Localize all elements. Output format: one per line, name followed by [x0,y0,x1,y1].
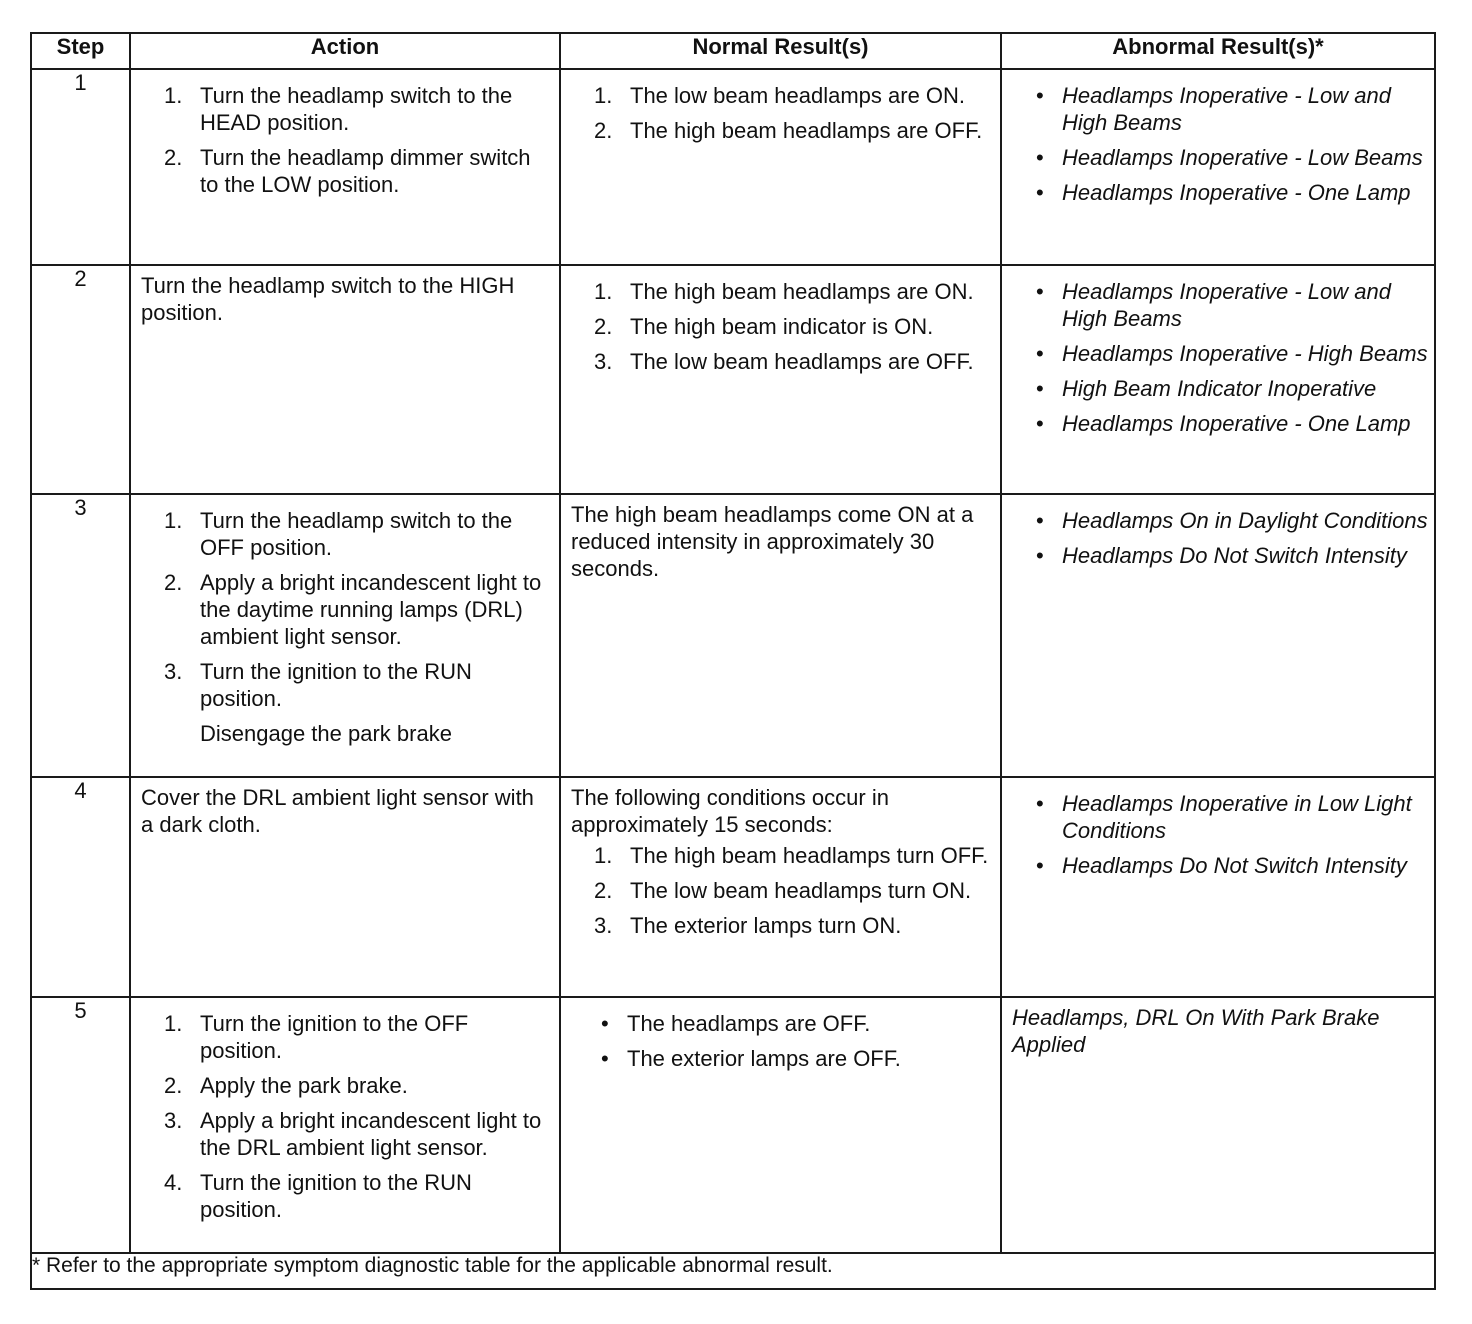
abnormal-result-cell [1001,777,1435,997]
abnormal-result-text: Headlamps, DRL On With Park Brake Applied [1012,1005,1380,1057]
list-item: 1. Turn the headlamp switch to the OFF position. [164,508,513,560]
table-row [31,997,1435,1253]
header-row [31,33,1435,69]
list-item: 2. Apply a bright incandescent light to the daytime running lamps (DRL) ambient light sensor. [164,570,542,649]
list-item: 1. Turn the headlamp switch to the HEAD position. [164,83,513,135]
action-cell [130,997,560,1253]
action-cell [130,69,560,265]
list-item: 4. Turn the ignition to the RUN position. [164,1170,472,1222]
list-item: • High Beam Indicator Inoperative [1036,376,1377,401]
step-number: 5 [31,997,130,1253]
normal-result-list [561,70,1000,156]
list-item: • Headlamps Inoperative - One Lamp [1036,180,1411,205]
list-item: 1. Turn the ignition to the OFF position. [164,1011,469,1063]
list-item: 2. Turn the headlamp dimmer switch to the LOW position. [164,145,531,197]
action-list [131,998,559,1235]
header-abnormal-results: Abnormal Result(s)* [1001,33,1435,69]
normal-result-cell [560,494,1001,777]
list-item: 2. The low beam headlamps turn ON. [594,878,972,903]
bullet-icon: • [1036,279,1044,304]
list-item: 2. The high beam headlamps are OFF. [594,118,983,143]
footnote-row [31,1253,1435,1289]
table-row [31,494,1435,777]
action-list [131,495,559,759]
list-item: • Headlamps Inoperative - Low and High Beams [1036,279,1391,331]
list-item: 1. The high beam headlamps are ON. [594,279,974,304]
normal-result-cell [560,777,1001,997]
list-item: • Headlamps Do Not Switch Intensity [1036,853,1407,878]
list-item: 1. The high beam headlamps turn OFF. [594,843,989,868]
list-item: 1. The low beam headlamps are ON. [594,83,966,108]
action-cell [130,265,560,494]
bullet-icon: • [1036,853,1044,878]
list-item: 3. The low beam headlamps are OFF. [594,349,974,374]
normal-result-list [561,266,1000,387]
header-normal-results: Normal Result(s) [560,33,1001,69]
diagnostic-table [30,32,1436,1290]
abnormal-result-list [1002,778,1434,891]
abnormal-result-cell [1001,494,1435,777]
abnormal-result-cell [1001,265,1435,494]
bullet-icon: • [1036,180,1044,205]
abnormal-result-list [1002,495,1434,581]
list-item: • Headlamps Inoperative - High Beams [1036,341,1428,366]
bullet-icon: • [1036,543,1044,568]
bullet-icon: • [1036,791,1044,816]
bullet-icon: • [1036,83,1044,108]
bullet-icon: • [1036,145,1044,170]
normal-result-cell [560,69,1001,265]
bullet-icon: • [1036,411,1044,436]
list-item: • Headlamps Inoperative - One Lamp [1036,411,1411,436]
table-row [31,777,1435,997]
action-cell [130,494,560,777]
action-text: Cover the DRL ambient light sensor with a dark cloth. [141,785,534,837]
abnormal-result-cell [1001,69,1435,265]
list-item: 2. Apply the park brake. [164,1073,408,1098]
normal-result-list [561,998,1000,1084]
footnote: * Refer to the appropriate symptom diagnostic table for the applicable abnormal result. [31,1253,1435,1289]
normal-result-cell [560,997,1001,1253]
bullet-icon: • [601,1046,609,1071]
normal-result-text: The high beam headlamps come ON at a reduced intensity in approximately 30 seconds. [571,502,974,581]
list-item: • Headlamps Inoperative - Low Beams [1036,145,1423,170]
step-number: 2 [31,265,130,494]
abnormal-result-cell [1001,997,1435,1253]
list-item: • Headlamps Do Not Switch Intensity [1036,543,1407,568]
header-action: Action [130,33,560,69]
action-cell [130,777,560,997]
normal-result-list [561,838,1000,951]
bullet-icon: • [601,1011,609,1036]
step-number: 3 [31,494,130,777]
list-item: • Headlamps Inoperative - Low and High Beams [1036,83,1391,135]
action-list [131,70,559,210]
abnormal-result-list [1002,70,1434,218]
list-item: 2. The high beam indicator is ON. [594,314,934,339]
table-row [31,69,1435,265]
list-item: 3. Turn the ignition to the RUN position. [164,659,472,711]
header-step: Step [31,33,130,69]
abnormal-result-list [1002,266,1434,449]
step-number: 1 [31,69,130,265]
list-item: 3. The exterior lamps turn ON. [594,913,902,938]
list-item: 3. Apply a bright incandescent light to the DRL ambient light sensor. [164,1108,542,1160]
table-row [31,265,1435,494]
action-text: Turn the headlamp switch to the HIGH position. [141,273,515,325]
normal-result-intro: The following conditions occur in approximately 15 seconds: [571,785,889,837]
list-item: • Headlamps Inoperative in Low Light Conditions [1036,791,1412,843]
bullet-icon: • [1036,508,1044,533]
list-item: • The exterior lamps are OFF. [601,1046,901,1071]
list-item: • Headlamps On in Daylight Conditions [1036,508,1428,533]
bullet-icon: • [1036,376,1044,401]
list-item: • The headlamps are OFF. [601,1011,871,1036]
normal-result-cell [560,265,1001,494]
list-item-note: Disengage the park brake [200,721,452,746]
step-number: 4 [31,777,130,997]
bullet-icon: • [1036,341,1044,366]
